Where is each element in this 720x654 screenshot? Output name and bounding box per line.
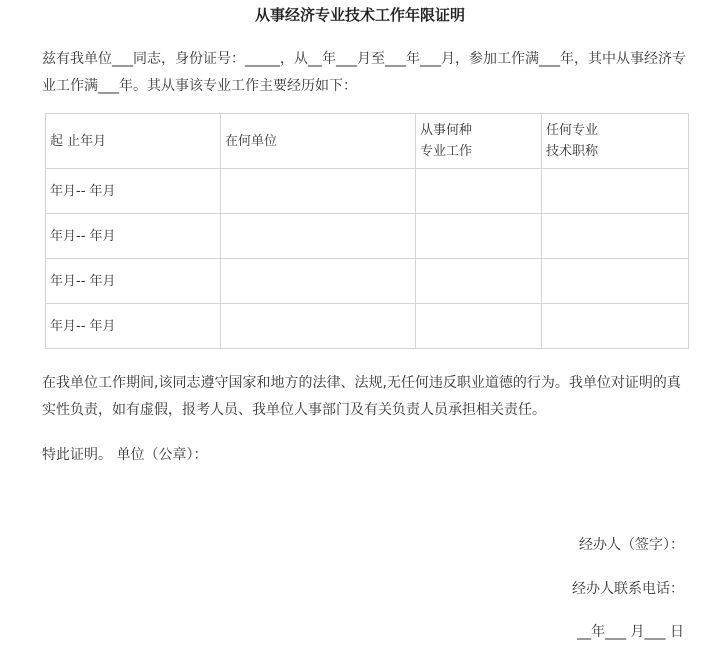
cell-title — [542, 169, 689, 214]
cell-title — [542, 304, 689, 349]
table-row — [46, 304, 689, 349]
table-row — [46, 214, 689, 259]
cell-employer — [221, 169, 416, 214]
table-header-row — [46, 114, 689, 169]
intro-paragraph: 兹有我单位___同志，身份证号：_____，从__年___月至___年___月，参加工作满___年，其中从事经济专业工作满___年。其从事该专业工作主要经历如下： — [42, 51, 686, 94]
certify-line: 特此证明。 单位（公章）： — [42, 447, 208, 463]
handler-phone-line: 经办人联系电话： — [572, 581, 684, 597]
header-work-type: 从事何种 专业工作 — [416, 114, 542, 169]
table-row — [46, 169, 689, 214]
cell-period: 年月-- 年月 — [46, 214, 221, 259]
cell-period: 年月-- 年月 — [46, 304, 221, 349]
cell-title — [542, 259, 689, 304]
cell-work-type — [416, 169, 542, 214]
cell-period: 年月-- 年月 — [46, 259, 221, 304]
work-history-table — [45, 113, 689, 349]
header-period: 起 止年月 — [46, 114, 221, 169]
cell-title — [542, 214, 689, 259]
cell-work-type — [416, 259, 542, 304]
header-title: 任何专业 技术职称 — [542, 114, 689, 169]
cell-period: 年月-- 年月 — [46, 169, 221, 214]
cell-employer — [221, 214, 416, 259]
table-row — [46, 259, 689, 304]
cell-work-type — [416, 304, 542, 349]
handler-signature-line: 经办人（签字）： — [579, 537, 684, 553]
cell-employer — [221, 304, 416, 349]
document-title: 从事经济专业技术工作年限证明 — [254, 6, 465, 24]
header-employer: 在何单位 — [221, 114, 416, 169]
statement-paragraph: 在我单位工作期间,该同志遵守国家和地方的法律、法规,无任何违反职业道德的行为。我单位对证明的真实性负责，如有虚假，报考人员、我单位人事部门及有关负责人员承担相关责任。 — [42, 375, 681, 418]
date-line: __年___ 月___ 日 — [577, 624, 684, 640]
cell-employer — [221, 259, 416, 304]
cell-work-type — [416, 214, 542, 259]
